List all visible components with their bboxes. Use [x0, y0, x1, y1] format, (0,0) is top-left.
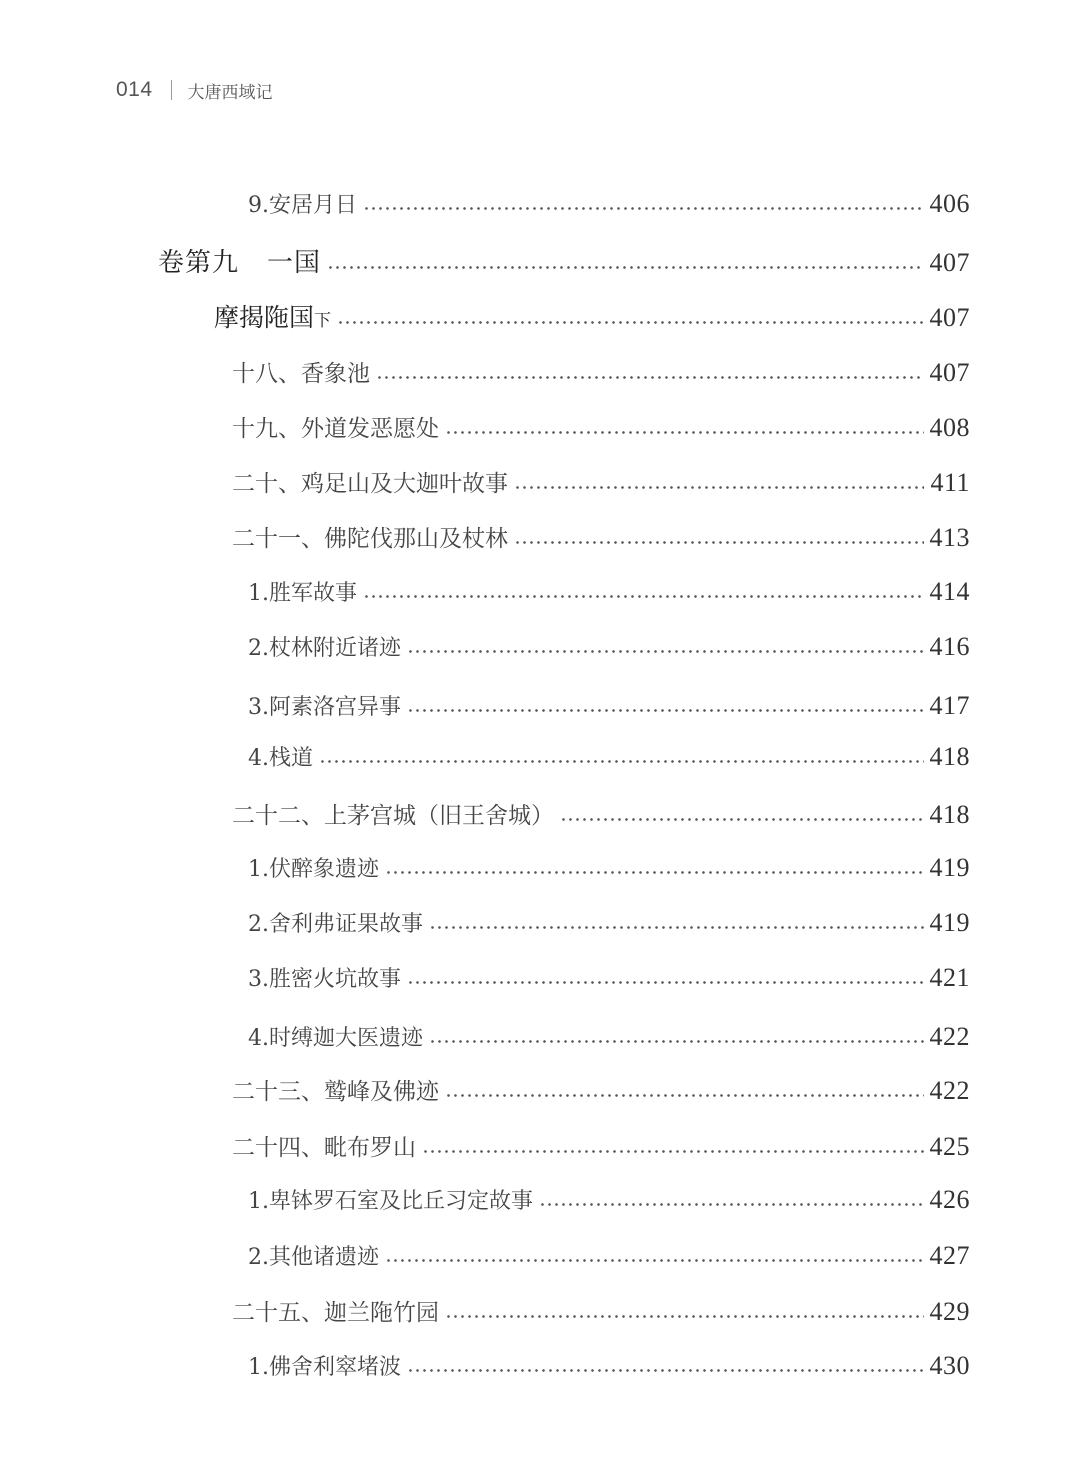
dot-leader [363, 595, 924, 598]
toc-volume-heading [158, 242, 970, 279]
toc-entry-page: 418 [929, 742, 970, 771]
toc-entry-page: 429 [929, 1297, 970, 1326]
toc-entry [232, 1294, 970, 1327]
toc-entry [248, 852, 970, 883]
toc-entry-label: 3.阿素洛宫异事 [248, 695, 401, 720]
dot-leader [385, 871, 924, 874]
dot-leader [407, 650, 924, 653]
toc-entry-label: 二十三、鹫峰及佛迹 [232, 1079, 439, 1105]
toc-entry-label: 二十、鸡足山及大迦叶故事 [232, 471, 508, 497]
toc-entry [232, 1129, 970, 1162]
toc-entry [232, 465, 970, 498]
toc-entry-label [214, 298, 331, 334]
toc-entry-label: 2.舍利弗证果故事 [248, 912, 423, 937]
toc-entry [248, 631, 970, 662]
country-name: 摩揭陁国 [214, 303, 315, 332]
toc-entry-page: 419 [929, 908, 970, 937]
toc-entry [248, 690, 970, 721]
dot-leader [376, 376, 924, 379]
toc-entry-page: 430 [929, 1351, 970, 1380]
toc-entry [248, 962, 970, 993]
dot-leader [429, 1040, 924, 1043]
toc-entry-label: 二十四、毗布罗山 [232, 1135, 416, 1161]
toc-entry-page: 419 [929, 853, 970, 882]
toc-entry-page: 422 [929, 1022, 970, 1051]
toc-entry [248, 1184, 970, 1215]
toc-entry [232, 1073, 970, 1106]
toc-entry [232, 520, 970, 553]
dot-leader [385, 1259, 924, 1262]
dot-leader [445, 1094, 924, 1097]
toc-entry-label [158, 242, 321, 279]
dot-leader [429, 926, 924, 929]
toc-entry [248, 1240, 970, 1271]
toc-entry-page: 407 [929, 358, 970, 387]
dot-leader [514, 486, 924, 489]
toc-entry-label: 3.胜密火坑故事 [248, 967, 401, 992]
dot-leader [407, 981, 924, 984]
book-title: 大唐西域记 [187, 82, 273, 103]
dot-leader [407, 1369, 924, 1372]
toc-entry-page: 418 [929, 800, 970, 829]
toc-entry-label: 4.时缚迦大医遗迹 [248, 1026, 423, 1051]
dot-leader [363, 207, 924, 210]
toc-entry-page: 417 [929, 691, 970, 720]
dot-leader [445, 431, 924, 434]
volume-number: 卷第九 [158, 248, 240, 278]
toc-entry-label: 十九、外道发恶愿处 [232, 416, 439, 442]
dot-leader [407, 709, 924, 712]
toc-entry-page: 406 [929, 189, 970, 218]
dot-leader [445, 1315, 924, 1318]
toc-entry-page: 414 [929, 577, 970, 606]
toc-entry-label: 1.伏醉象遗迹 [248, 857, 379, 882]
toc-entry [232, 797, 970, 830]
toc-entry-label: 二十二、上茅宫城（旧王舍城） [232, 803, 554, 829]
dot-leader [327, 266, 923, 269]
toc-entry-page: 413 [929, 523, 970, 552]
toc-entry-page: 411 [930, 468, 970, 497]
toc-entry-label: 2.其他诸遗迹 [248, 1245, 379, 1270]
toc-entry-label: 9.安居月日 [248, 193, 357, 218]
toc-country-heading [214, 298, 970, 334]
toc-entry-label: 1.胜军故事 [248, 581, 357, 606]
toc-entry-label: 1.卑钵罗石室及比丘习定故事 [248, 1189, 533, 1214]
toc-entry-page: 426 [929, 1185, 970, 1214]
dot-leader [319, 760, 924, 763]
toc-entry [248, 1021, 970, 1052]
toc-entry-page: 427 [929, 1241, 970, 1270]
toc-entry-page: 425 [929, 1132, 970, 1161]
toc-entry [248, 1350, 970, 1381]
toc-entry-page: 421 [929, 963, 970, 992]
dot-leader [560, 818, 924, 821]
toc-entry-label: 二十一、佛陀伐那山及杖林 [232, 526, 508, 552]
toc-entry-page: 408 [929, 413, 970, 442]
header-divider [171, 80, 172, 100]
toc-entry-page: 422 [929, 1076, 970, 1105]
running-header [116, 74, 273, 106]
toc-entry-page: 416 [929, 632, 970, 661]
toc-entry [232, 410, 970, 443]
toc-entry [248, 907, 970, 938]
dot-leader [514, 541, 924, 544]
toc-entry-label: 4.栈道 [248, 746, 313, 771]
dot-leader [422, 1150, 924, 1153]
toc-entry-page: 407 [929, 248, 970, 277]
toc-entry-label: 1.佛舍利窣堵波 [248, 1355, 401, 1380]
toc-entry-label: 二十五、迦兰陁竹园 [232, 1300, 439, 1326]
toc-entry-page: 407 [929, 303, 970, 332]
volume-title: 一国 [267, 248, 322, 278]
part-suffix: 下 [314, 311, 332, 331]
toc-entry [248, 188, 970, 219]
dot-leader [539, 1203, 924, 1206]
toc-entry [232, 355, 970, 388]
toc-entry [248, 576, 970, 607]
dot-leader [337, 321, 923, 324]
toc-entry [248, 741, 970, 772]
toc-entry-label: 2.杖林附近诸迹 [248, 636, 401, 661]
toc-entry-label: 十八、香象池 [232, 361, 370, 387]
page-number: 014 [116, 78, 153, 101]
